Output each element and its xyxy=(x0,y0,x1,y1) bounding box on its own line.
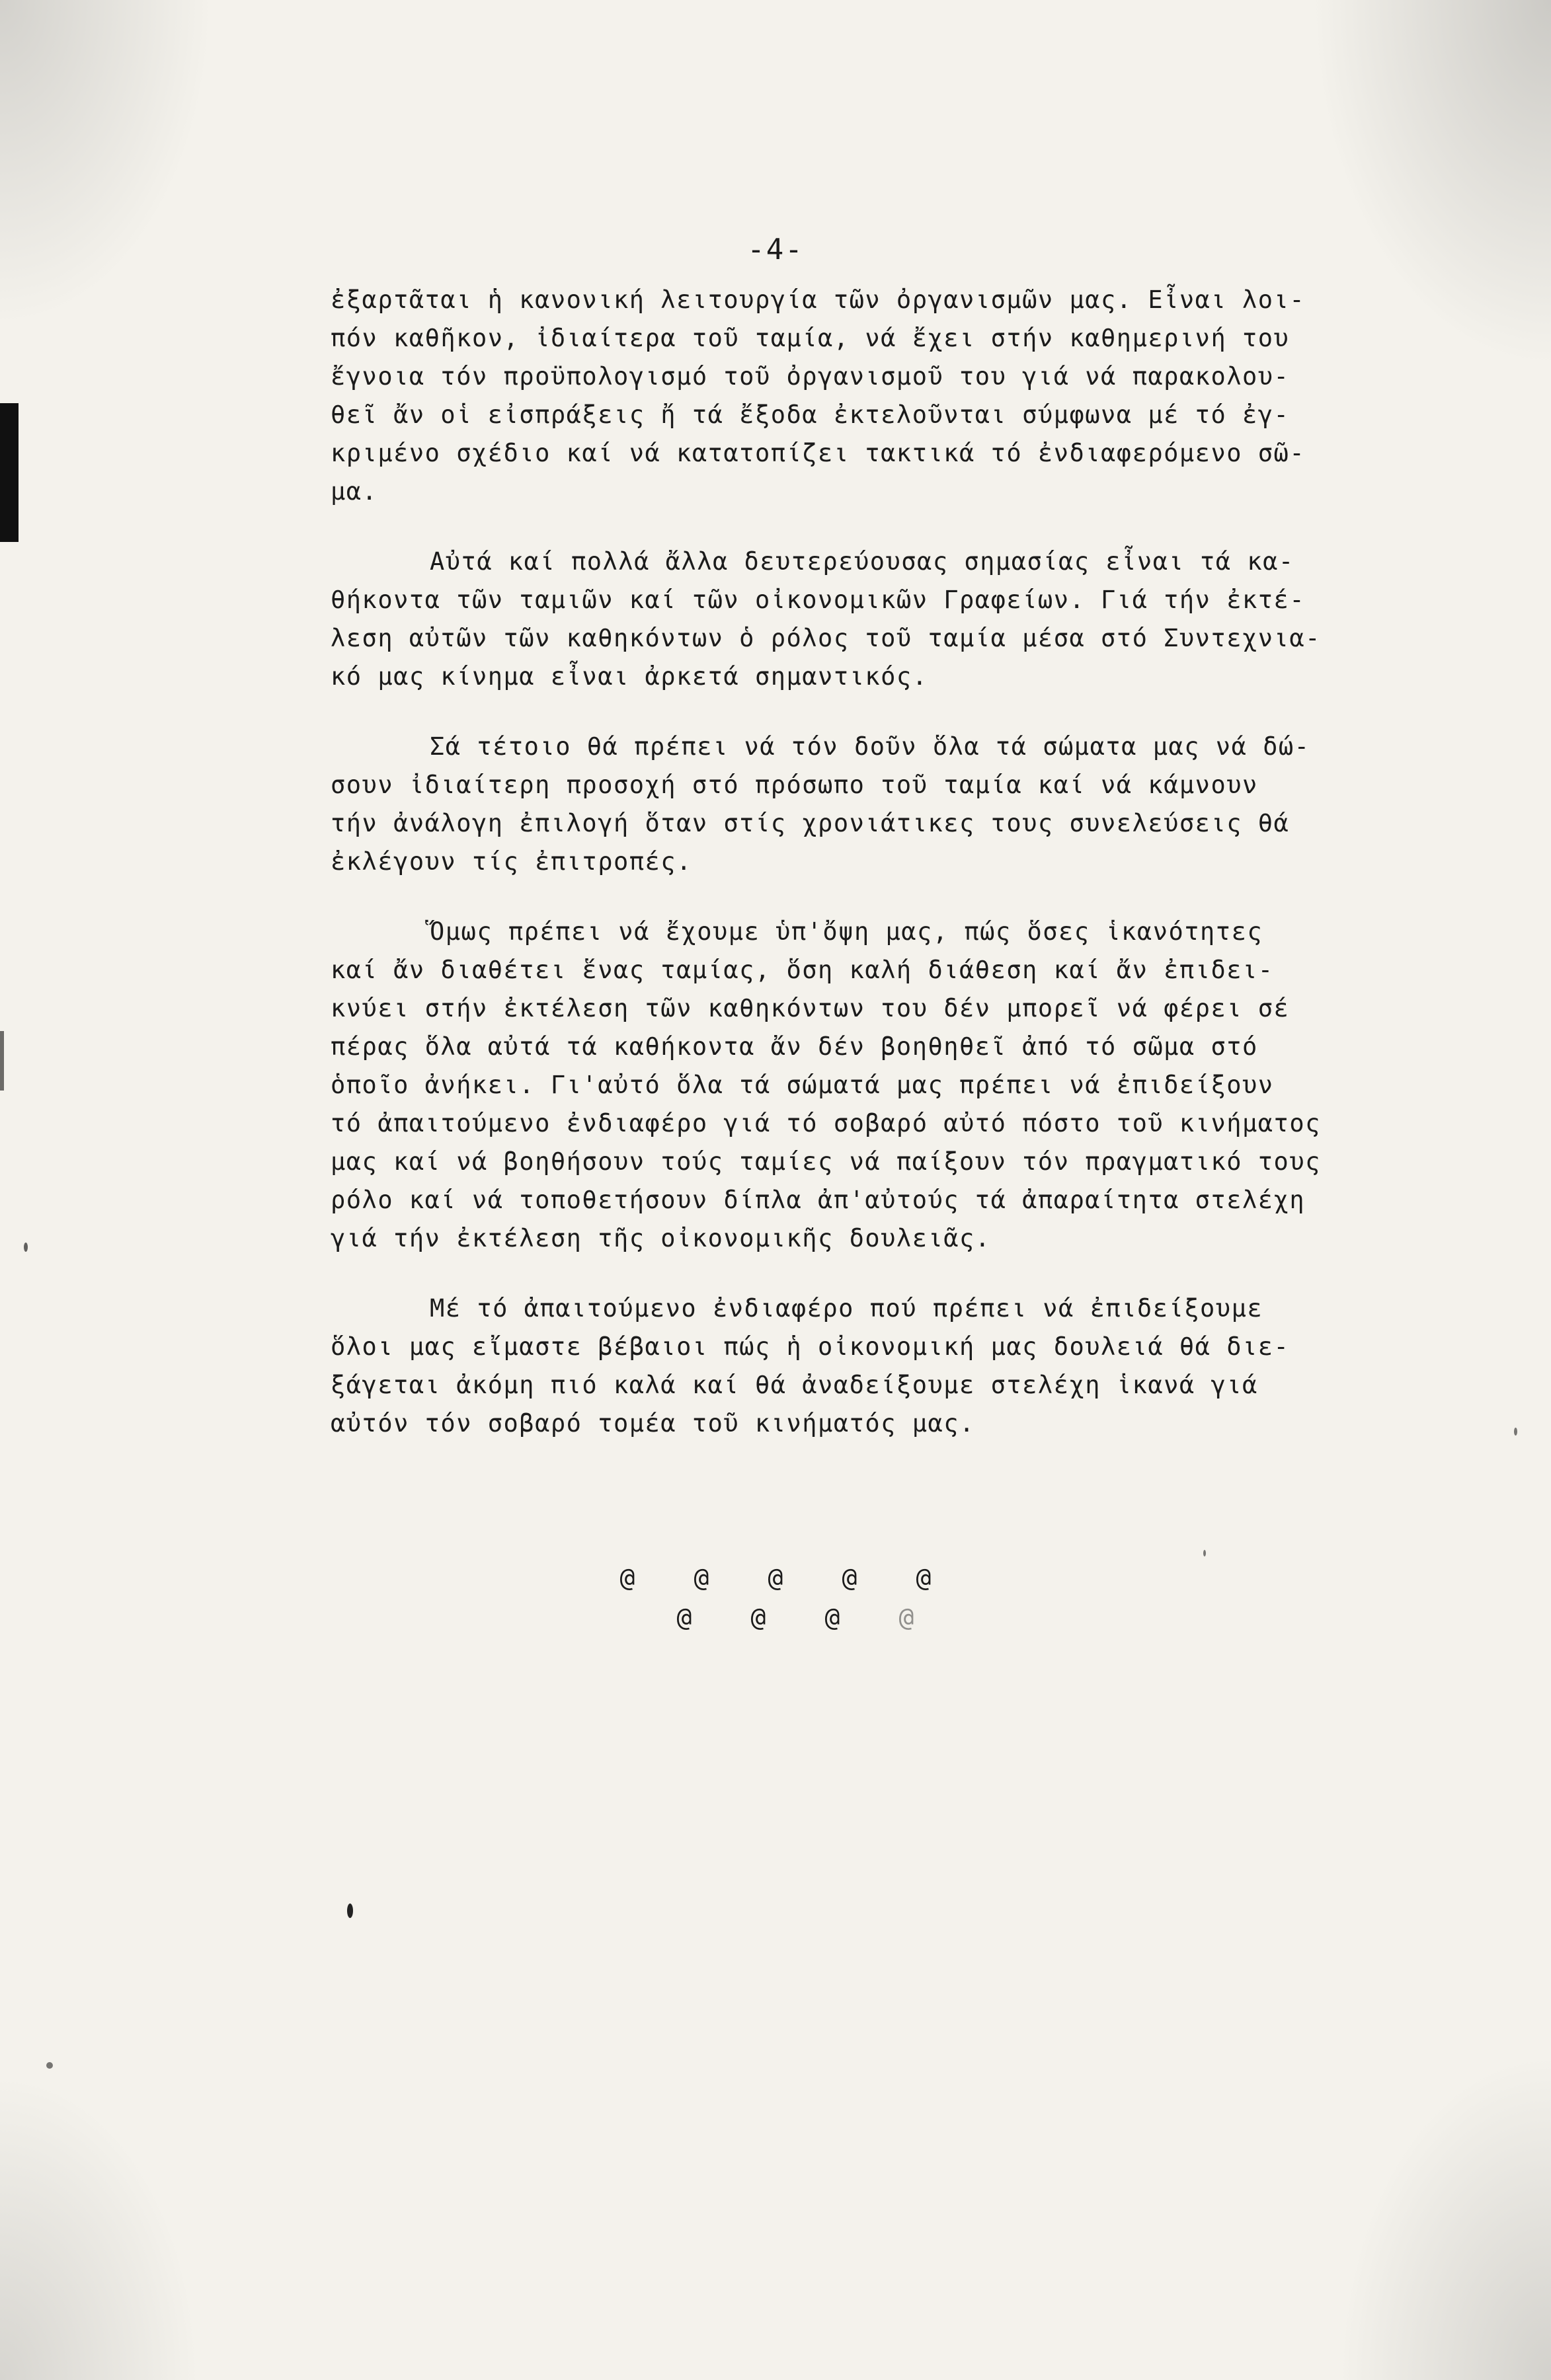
ornament-row-2 xyxy=(0,1603,1551,1632)
text-line: Σά τέτοιο θά πρέπει νά τόν δοῦν ὅλα τά σώματα μας νά δώ- xyxy=(430,732,1310,761)
text-line: Αὐτά καί πολλά ἄλλα δευτερεύουσας σημασίας εἶναι τά κα- xyxy=(430,547,1294,576)
paragraph-2 xyxy=(331,543,1448,696)
at-ornament: @ xyxy=(842,1563,857,1592)
at-ornament: @ xyxy=(898,1603,914,1632)
text-line: σουν ἰδιαίτερη προσοχή στό πρόσωπο τοῦ ταμία καί νά κάμνουν xyxy=(331,771,1258,799)
paragraph-5 xyxy=(331,1289,1448,1443)
text-line: τό ἀπαιτούμενο ἐνδιαφέρο γιά τό σοβαρό αὐτό πόστο τοῦ κινήματος xyxy=(331,1109,1321,1137)
scan-speck xyxy=(46,2062,53,2069)
ornament-row-1 xyxy=(0,1563,1551,1592)
scan-speck xyxy=(1514,1428,1517,1436)
text-line: καί ἄν διαθέτει ἕνας ταμίας, ὅση καλή διάθεση καί ἄν ἐπιδει- xyxy=(331,956,1274,984)
page-number: -4- xyxy=(747,233,804,266)
text-line: γιά τήν ἐκτέλεση τῆς οἰκονομικῆς δουλειᾶς. xyxy=(331,1224,991,1252)
at-ornament: @ xyxy=(694,1563,709,1592)
text-line: Ὅμως πρέπει νά ἔχουμε ὑπ'ὄψη μας, πώς ὅσες ἱκανότητες xyxy=(430,917,1263,946)
at-ornament: @ xyxy=(916,1563,932,1592)
text-line: Μέ τό ἀπαιτούμενο ἐνδιαφέρο πού πρέπει νά ἐπιδείξουμε xyxy=(430,1294,1263,1323)
text-line: λεση αὐτῶν τῶν καθηκόντων ὁ ρόλος τοῦ ταμία μέσα στό Συντεχνια- xyxy=(331,624,1321,652)
text-line: πόν καθῆκον, ἰδιαίτερα τοῦ ταμία, νά ἔχει στήν καθημερινή του xyxy=(331,324,1290,352)
at-ornament: @ xyxy=(768,1563,783,1592)
paragraph-1 xyxy=(331,281,1448,511)
at-ornament: @ xyxy=(619,1563,635,1592)
text-line: ἐξαρτᾶται ἡ κανονική λειτουργία τῶν ὀργανισμῶν μας. Εἶναι λοι- xyxy=(331,286,1306,314)
text-line: κνύει στήν ἐκτέλεση τῶν καθηκόντων του δέν μπορεῖ νά φέρει σέ xyxy=(331,994,1290,1022)
text-line: ξάγεται ἀκόμη πιό καλά καί θά ἀναδείξουμε στελέχη ἱκανά γιά xyxy=(331,1371,1258,1399)
text-line: πέρας ὅλα αὐτά τά καθήκοντα ἄν δέν βοηθηθεῖ ἀπό τό σῶμα στό xyxy=(331,1032,1258,1061)
scan-speck xyxy=(24,1243,28,1252)
left-edge-shadow-2 xyxy=(0,1031,4,1091)
text-line: μας καί νά βοηθήσουν τούς ταμίες νά παίξουν τόν πραγματικό τους xyxy=(331,1147,1321,1176)
text-line: τήν ἀνάλογη ἐπιλογή ὅταν στίς χρονιάτικες τους συνελεύσεις θά xyxy=(331,809,1290,837)
text-line: κό μας κίνημα εἶναι ἀρκετά σημαντικός. xyxy=(331,662,928,691)
at-ornament: @ xyxy=(750,1603,766,1632)
at-ornament: @ xyxy=(676,1603,692,1632)
text-line: ὁποῖο ἀνήκει. Γι'αὐτό ὅλα τά σώματά μας πρέπει νά ἐπιδείξουν xyxy=(331,1071,1274,1099)
text-line: κριμένο σχέδιο καί νά κατατοπίζει τακτικά τό ἐνδιαφερόμενο σῶ- xyxy=(331,439,1306,467)
paragraph-4 xyxy=(331,913,1448,1258)
text-line: ἐκλέγουν τίς ἐπιτροπές. xyxy=(331,847,692,876)
paragraph-3 xyxy=(331,728,1448,881)
text-line: θήκοντα τῶν ταμιῶν καί τῶν οἰκονομικῶν Γραφείων. Γιά τήν ἐκτέ- xyxy=(331,586,1306,614)
text-line: θεῖ ἄν οἱ εἰσπράξεις ἤ τά ἔξοδα ἐκτελοῦνται σύμφωνα μέ τό ἐγ- xyxy=(331,401,1290,429)
at-ornament: @ xyxy=(824,1603,840,1632)
text-line: ὅλοι μας εἴμαστε βέβαιοι πώς ἡ οἰκονομική μας δουλειά θά διε- xyxy=(331,1332,1290,1361)
body-text xyxy=(331,281,1448,1475)
scan-speck xyxy=(1203,1550,1206,1556)
text-line: μα. xyxy=(331,477,378,506)
scan-speck xyxy=(347,1903,353,1918)
text-line: αὐτόν τόν σοβαρό τομέα τοῦ κινήματός μας. xyxy=(331,1409,975,1438)
text-line: ἔγνοια τόν προϋπολογισμό τοῦ ὀργανισμοῦ του γιά νά παρακολου- xyxy=(331,362,1290,391)
left-edge-shadow xyxy=(0,403,19,542)
text-line: ρόλο καί νά τοποθετήσουν δίπλα ἀπ'αὐτούς τά ἀπαραίτητα στελέχη xyxy=(331,1186,1306,1214)
